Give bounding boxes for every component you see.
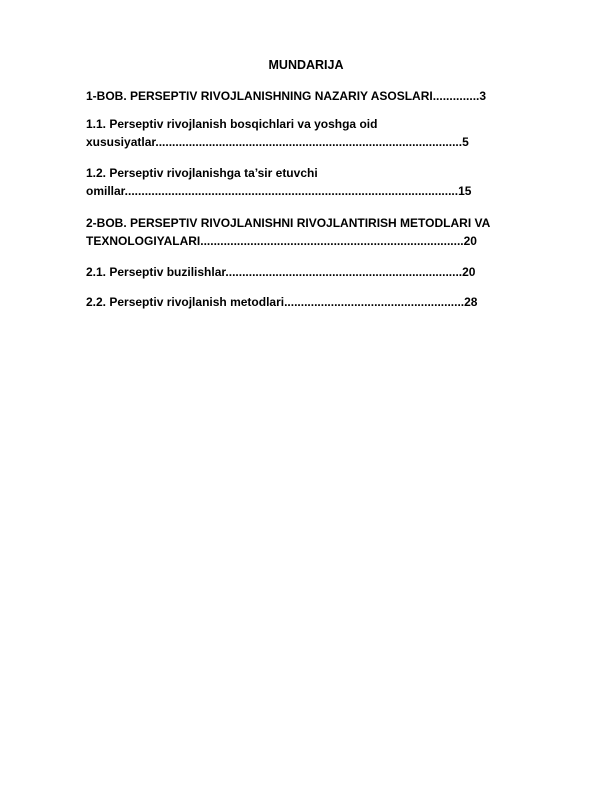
toc-entry-line: 2-BOB. PERSEPTIV RIVOJLANISHNI RIVOJLANTIRISH METODLARI VA [86,216,491,230]
toc-entry-chapter-1 [86,87,486,105]
toc-entry-2-2 [86,293,477,311]
toc-entry-line: 1-BOB. PERSEPTIV RIVOJLANISHNING NAZARIY ASOSLARI..............3 [86,89,487,103]
toc-entry-1-2 [86,164,471,200]
toc-entry-line: 2.2. Perseptiv rivojlanish metodlari......................................................28 [86,295,478,309]
toc-entry-line: 2.1. Perseptiv buzilishlar.......................................................................20 [86,265,476,279]
toc-entry-line: 1.2. Perseptiv rivojlanishga ta’sir etuvchi [86,166,318,180]
toc-entry-2-1 [86,263,475,281]
toc-entry-chapter-2 [86,214,490,250]
toc-entry-line: xususiyatlar............................................................................................5 [86,135,469,149]
page-title: MUNDARIJA [268,58,344,72]
toc-entry-line: TEXNOLOGIYALARI...............................................................................20 [86,234,477,248]
toc-entry-line: 1.1. Perseptiv rivojlanish bosqichlari va yoshga oid [86,117,378,131]
toc-entry-line: omillar....................................................................................................15 [86,184,472,198]
toc-entry-1-1 [86,115,469,151]
